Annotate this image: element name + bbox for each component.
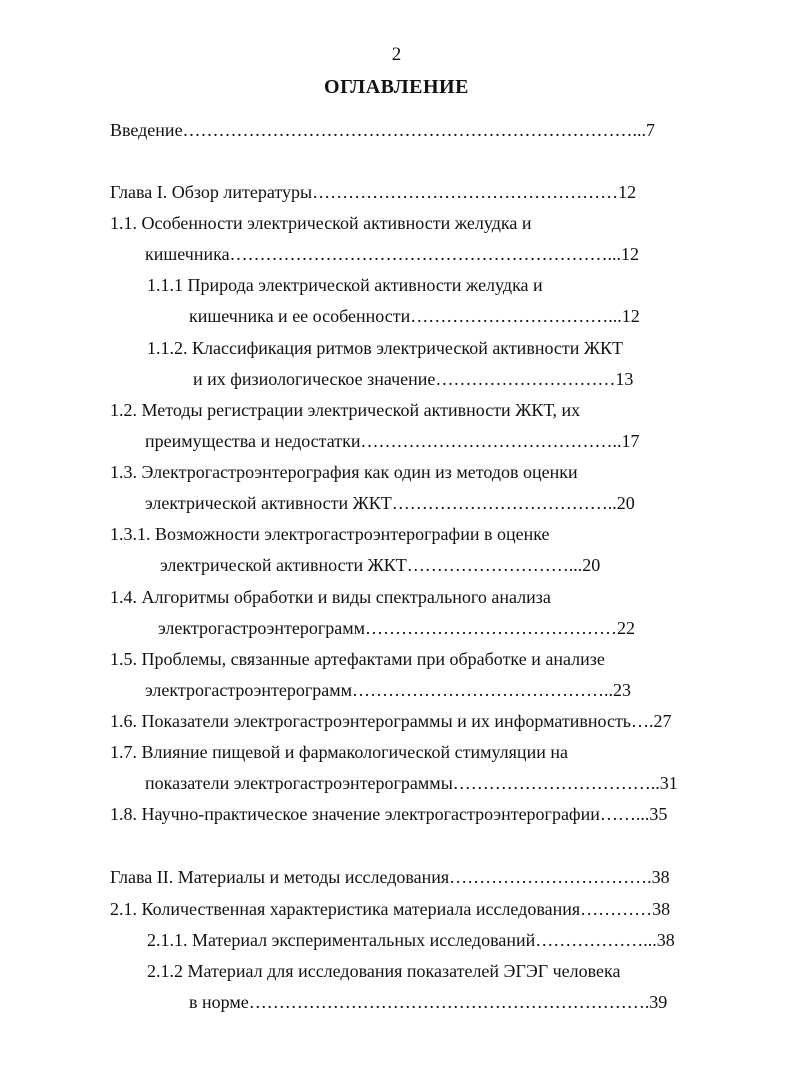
toc-entry: 2.1. Количественная характеристика материала исследования…………38 — [110, 899, 671, 919]
toc-entry: электрической активности ЖКТ………………………...20 — [160, 555, 601, 575]
toc-entry: 1.6. Показатели электрогастроэнтерограммы и их информативность….27 — [110, 711, 672, 731]
toc-entry: электрогастроэнтерограмм……………………………………22 — [158, 618, 635, 638]
page-number: 2 — [391, 44, 402, 65]
toc-entry: 1.8. Научно-практическое значение электрогастроэнтерографии……...35 — [110, 804, 668, 824]
toc-entry: 2.1.2 Материал для исследования показателей ЭГЭГ человека — [147, 961, 621, 981]
toc-entry: 1.1.2. Классификация ритмов электрической активности ЖКТ — [147, 338, 624, 358]
toc-entry: Глава II. Материалы и методы исследования…………………………….38 — [110, 867, 670, 887]
toc-entry: 1.3.1. Возможности электрогастроэнтерографии в оценке — [110, 524, 550, 544]
toc-entry: 1.1. Особенности электрической активности желудка и — [110, 213, 532, 233]
toc-entry: кишечника и ее особенности……………………………...12 — [189, 306, 640, 326]
toc-entry: в норме………………………………………………………….39 — [189, 992, 668, 1012]
toc-entry: кишечника………………………………………………………...12 — [145, 244, 640, 264]
toc-entry: и их физиологическое значение…………………………13 — [193, 369, 634, 389]
toc-entry: Глава I. Обзор литературы……………………………………………12 — [110, 182, 637, 202]
toc-entry: 1.3. Электрогастроэнтерография как один из методов оценки — [110, 462, 578, 482]
page-title: ОГЛАВЛЕНИЕ — [324, 76, 469, 98]
toc-entry: 2.1.1. Материал экспериментальных исследований………………...38 — [147, 930, 675, 950]
toc-entry: Введение…………………………………………………………………...7 — [110, 120, 656, 140]
toc-entry: показатели электрогастроэнтерограммы……………………………..31 — [145, 773, 678, 793]
toc-entry: 1.2. Методы регистрации электрической активности ЖКТ, их — [110, 400, 581, 420]
toc-entry: 1.1.1 Природа электрической активности желудка и — [147, 275, 543, 295]
toc-entry: электрической активности ЖКТ………………………………..20 — [145, 493, 635, 513]
toc-entry: 1.5. Проблемы, связанные артефактами при обработке и анализе — [110, 649, 605, 669]
toc-entry: 1.4. Алгоритмы обработки и виды спектрального анализа — [110, 587, 551, 607]
toc-entry: преимущества и недостатки……………………………………..17 — [145, 431, 640, 451]
toc-entry: электрогастроэнтерограмм……………………………………..23 — [145, 680, 631, 700]
toc-entry: 1.7. Влияние пищевой и фармакологической стимуляции на — [110, 742, 568, 762]
